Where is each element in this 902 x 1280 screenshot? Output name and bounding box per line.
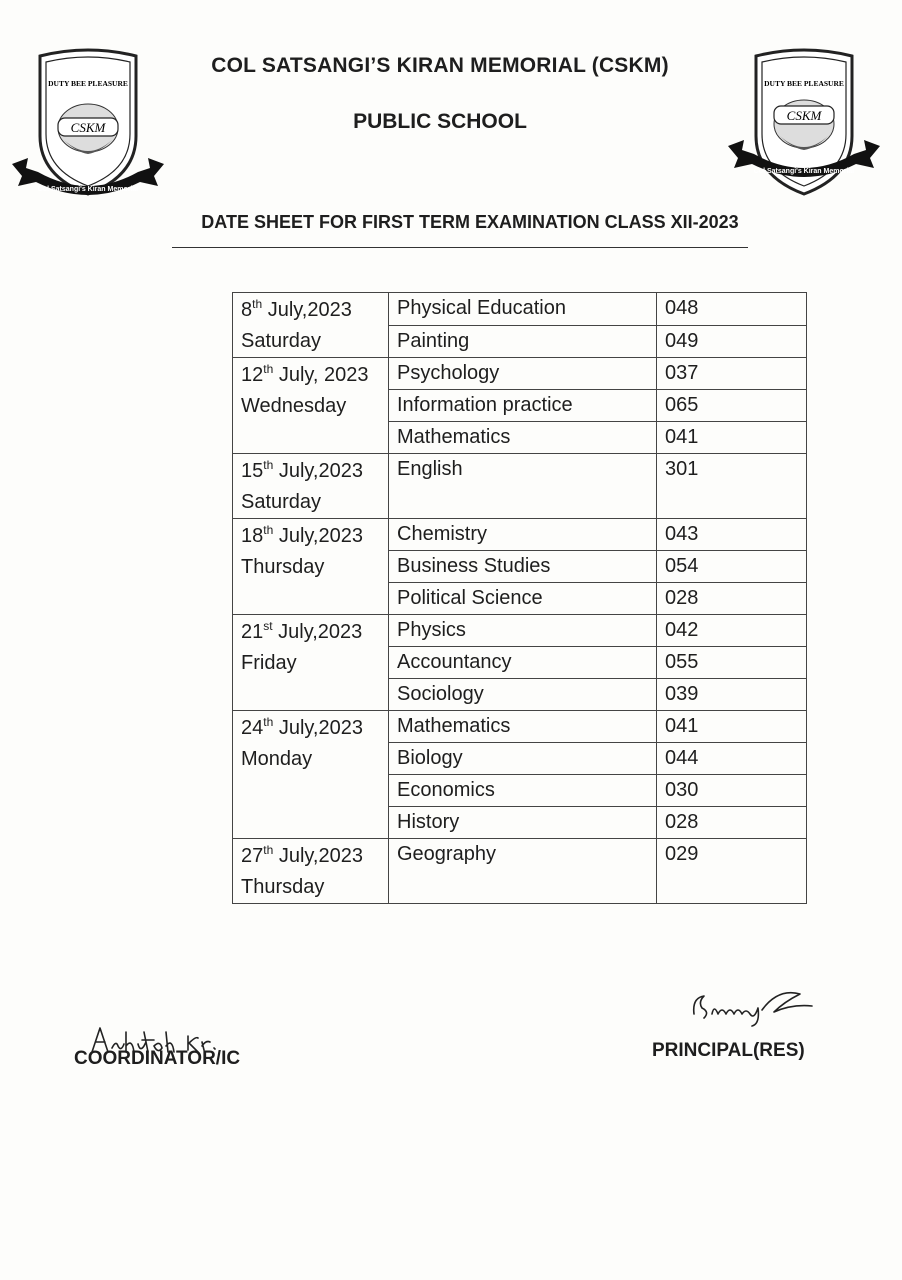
logo-ribbon: Col Satsangi's Kiran Memorial <box>753 168 855 175</box>
subject-code: 301 <box>657 454 807 519</box>
exam-date-month-year: July,2023 <box>262 299 352 321</box>
school-crest-logo <box>8 44 168 204</box>
subject-code: 048 <box>657 293 807 326</box>
subject-name: Physical Education <box>389 293 657 326</box>
principal-label: PRINCIPAL(RES) <box>652 1040 805 1061</box>
school-name: COL SATSANGI’S KIRAN MEMORIAL (CSKM) <box>211 54 669 77</box>
exam-schedule-body <box>233 293 807 904</box>
exam-date-cell <box>233 615 389 711</box>
subject-name: English <box>389 454 657 519</box>
exam-weekday: Thursday <box>241 556 325 578</box>
subject-code: 044 <box>657 743 807 775</box>
principal-signature <box>688 984 818 1028</box>
exam-date <box>241 521 382 552</box>
logo-monogram: CSKM <box>70 120 106 135</box>
subject-name: Psychology <box>389 358 657 390</box>
schedule-row <box>233 711 807 743</box>
subject-code: 029 <box>657 839 807 904</box>
exam-date-day: 18 <box>241 525 264 547</box>
subject-name: Business Studies <box>389 551 657 583</box>
subject-code: 049 <box>657 325 807 358</box>
subject-name: Economics <box>389 775 657 807</box>
exam-date-suffix: th <box>263 362 274 376</box>
schedule-row <box>233 839 807 904</box>
exam-date <box>241 295 382 326</box>
coordinator-label: COORDINATOR/IC <box>74 1048 241 1069</box>
exam-date-suffix: th <box>263 458 274 472</box>
schedule-row <box>233 293 807 326</box>
exam-date-suffix: th <box>263 843 274 857</box>
subject-name: Mathematics <box>389 711 657 743</box>
date-sheet-title: DATE SHEET FOR FIRST TERM EXAMINATION CLASS XII-2023 <box>201 212 739 232</box>
title-underline <box>172 247 748 248</box>
logo-monogram: CSKM <box>786 108 822 123</box>
exam-date-suffix: th <box>263 523 274 537</box>
exam-date <box>241 617 382 648</box>
exam-date-cell <box>233 839 389 904</box>
subject-code: 054 <box>657 551 807 583</box>
subject-name: Painting <box>389 325 657 358</box>
exam-date-month-year: July,2023 <box>272 621 363 643</box>
exam-date-suffix: th <box>263 715 274 729</box>
exam-date-month-year: July,2023 <box>273 845 363 867</box>
exam-date-cell <box>233 519 389 615</box>
exam-date-suffix: st <box>263 619 273 633</box>
exam-date-cell <box>233 711 389 839</box>
subject-code: 065 <box>657 390 807 422</box>
subject-name: Sociology <box>389 679 657 711</box>
school-subtitle: PUBLIC SCHOOL <box>353 110 527 133</box>
exam-date-day: 8 <box>241 299 253 321</box>
exam-date-cell <box>233 358 389 454</box>
exam-date-month-year: July,2023 <box>273 460 363 482</box>
exam-weekday: Monday <box>241 748 313 770</box>
subject-name: Mathematics <box>389 422 657 454</box>
exam-date-day: 15 <box>241 460 264 482</box>
school-crest-logo <box>724 44 884 204</box>
subject-name: History <box>389 807 657 839</box>
subject-code: 043 <box>657 519 807 551</box>
exam-date <box>241 713 382 744</box>
exam-weekday: Thursday <box>241 876 325 898</box>
subject-code: 030 <box>657 775 807 807</box>
exam-schedule-table <box>232 292 807 904</box>
subject-code: 041 <box>657 711 807 743</box>
exam-date <box>241 456 382 487</box>
subject-name: Chemistry <box>389 519 657 551</box>
exam-date-day: 27 <box>241 845 264 867</box>
exam-date-day: 24 <box>241 717 264 739</box>
exam-date <box>241 360 382 391</box>
exam-weekday: Saturday <box>241 330 322 352</box>
exam-weekday: Saturday <box>241 491 322 513</box>
exam-date-cell <box>233 293 389 358</box>
subject-name: Political Science <box>389 583 657 615</box>
exam-date-month-year: July,2023 <box>273 717 363 739</box>
subject-code: 055 <box>657 647 807 679</box>
exam-date-suffix: th <box>252 297 263 311</box>
subject-name: Physics <box>389 615 657 647</box>
subject-code: 041 <box>657 422 807 454</box>
exam-date-day: 21 <box>241 621 264 643</box>
exam-date-month-year: July,2023 <box>273 525 363 547</box>
exam-date-month-year: July, 2023 <box>273 364 369 386</box>
subject-name: Accountancy <box>389 647 657 679</box>
schedule-row <box>233 615 807 647</box>
logo-motto: DUTY BEE PLEASURE <box>764 79 844 88</box>
exam-weekday: Wednesday <box>241 395 347 417</box>
exam-date-day: 12 <box>241 364 264 386</box>
logo-motto: DUTY BEE PLEASURE <box>48 79 128 88</box>
exam-date-cell <box>233 454 389 519</box>
schedule-row <box>233 358 807 390</box>
subject-name: Biology <box>389 743 657 775</box>
subject-code: 028 <box>657 583 807 615</box>
subject-name: Information practice <box>389 390 657 422</box>
exam-date <box>241 841 382 872</box>
subject-name: Geography <box>389 839 657 904</box>
schedule-row <box>233 519 807 551</box>
subject-code: 037 <box>657 358 807 390</box>
logo-ribbon: Col Satsangi's Kiran Memorial <box>37 186 139 193</box>
subject-code: 042 <box>657 615 807 647</box>
subject-code: 039 <box>657 679 807 711</box>
schedule-row <box>233 454 807 519</box>
exam-weekday: Friday <box>241 652 297 674</box>
subject-code: 028 <box>657 807 807 839</box>
